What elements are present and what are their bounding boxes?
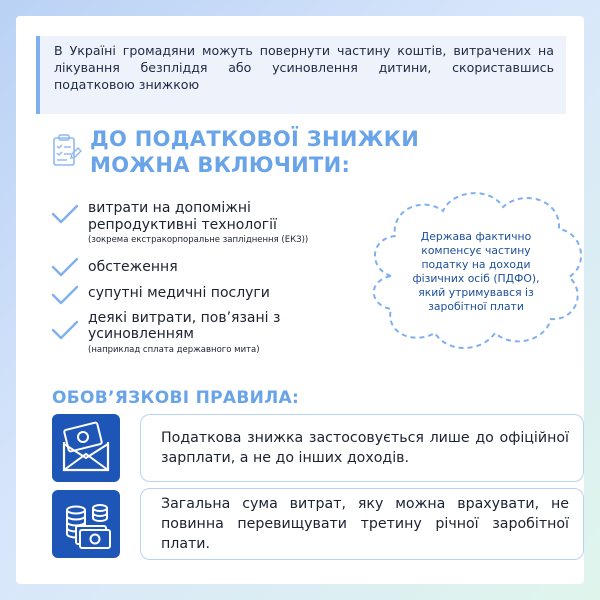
cloud-line-6: заробітної плати: [428, 300, 524, 313]
item-text-line-1: деякі витрати, пов’язані з: [88, 310, 281, 326]
rules-heading: ОБОВ’ЯЗКОВІ ПРАВИЛА:: [52, 388, 300, 408]
rule-box-official-salary: [140, 414, 584, 482]
checklist-document-icon: [52, 132, 82, 176]
item-note: (наприклад сплата державного мита): [88, 345, 260, 355]
deductions-heading: [90, 126, 419, 178]
item-text-line-1: обстеження: [88, 259, 178, 275]
cloud-line-5: який утримувався із: [418, 286, 534, 299]
cash-envelope-icon: [52, 414, 120, 482]
cloud-text: [404, 230, 548, 314]
rule-text: Загальна сума витрат, яку можна врахувати, не повинна перевищувати третину річної заробітної плати.: [161, 496, 569, 552]
item-text-line-2: репродуктивні технології: [88, 217, 277, 233]
coins-banknotes-icon: [52, 490, 120, 558]
item-note: (зокрема екстракорпоральне запліднення (ЕКЗ)): [88, 235, 309, 245]
cloud-line-1: Держава фактично: [420, 230, 532, 243]
heading-line-2: МОЖНА ВКЛЮЧИТИ:: [90, 153, 351, 177]
checkmark-icon: [50, 255, 80, 279]
cloud-line-4: фізичних осіб (ПДФО),: [412, 272, 540, 285]
rule-text: Податкова знижка застосовується лише до офіційної зарплати, а не до інших доходів.: [161, 430, 569, 466]
cloud-line-2: компенсує частину: [421, 244, 531, 257]
heading-line-1: ДО ПОДАТКОВОЇ ЗНИЖКИ: [90, 127, 420, 151]
item-text-line-2: усиновленням: [88, 326, 194, 342]
rule-box-expense-limit: [140, 488, 584, 560]
checkmark-icon: [50, 318, 80, 342]
infographic-card: [16, 16, 584, 584]
intro-callout: [36, 36, 566, 114]
cloud-line-3: податку на доходи: [421, 258, 531, 271]
item-text-line-1: супутні медичні послуги: [88, 285, 270, 301]
item-text-line-1: витрати на допоміжні: [88, 200, 251, 216]
checkmark-icon: [50, 202, 80, 226]
intro-text: В Україні громадяни можуть повернути частину коштів, витрачених на лікування безпліддя або усиновлення дитини, скориставшись податковою знижкою: [54, 43, 554, 92]
checkmark-icon: [50, 283, 80, 307]
